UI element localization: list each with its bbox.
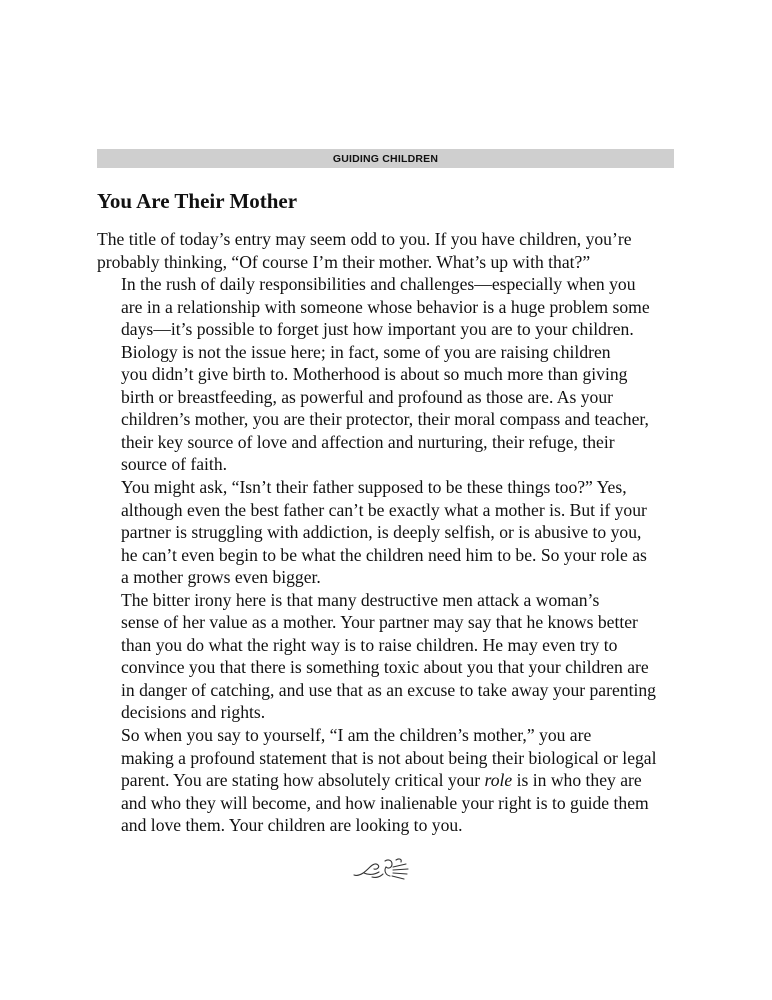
- text-line: making a profound statement that is not about being their biological or legal: [121, 747, 657, 768]
- text-line: birth or breastfeeding, as powerful and profound as those are. As your: [121, 386, 613, 407]
- text-line: and who they will become, and how inalienable your right is to guide them: [121, 792, 649, 813]
- text-line: and love them. Your children are looking to you.: [121, 815, 463, 836]
- text-segment: parent. You are stating how absolutely critical your: [121, 770, 485, 791]
- paragraph-5: [97, 589, 681, 724]
- text-line: children’s mother, you are their protector, their moral compass and teacher,: [121, 409, 649, 430]
- flourish-ornament-icon: [352, 855, 418, 881]
- text-line: The title of today’s entry may seem odd to you. If you have children, you’re: [97, 229, 632, 249]
- text-line: are in a relationship with someone whose behavior is a huge problem some: [121, 296, 650, 317]
- text-line: In the rush of daily responsibilities and challenges—especially when you: [121, 274, 636, 295]
- emphasized-word: role: [484, 770, 513, 791]
- running-header-band: [97, 149, 674, 168]
- paragraph-1: [97, 228, 681, 273]
- text-line: Biology is not the issue here; in fact, some of you are raising children: [121, 341, 611, 362]
- text-line: days—it’s possible to forget just how important you are to your children.: [121, 319, 634, 340]
- text-line: The bitter irony here is that many destructive men attack a woman’s: [121, 589, 600, 610]
- text-line: their key source of love and affection and nurturing, their refuge, their: [121, 431, 615, 452]
- body-text: [97, 228, 681, 837]
- text-line-with-emphasis: [97, 769, 681, 792]
- entry-title: You Are Their Mother: [97, 189, 298, 213]
- paragraph-2: [97, 273, 681, 341]
- text-line: in danger of catching, and use that as an excuse to take away your parenting: [121, 679, 656, 700]
- text-line: So when you say to yourself, “I am the children’s mother,” you are: [121, 725, 592, 746]
- text-line: You might ask, “Isn’t their father supposed to be these things too?” Yes,: [121, 477, 627, 498]
- text-line: source of faith.: [121, 454, 228, 475]
- paragraph-3: [97, 341, 681, 476]
- paragraph-6: [97, 724, 681, 837]
- text-line: sense of her value as a mother. Your partner may say that he knows better: [121, 612, 638, 633]
- running-header: GUIDING CHILDREN: [332, 152, 439, 165]
- text-line: partner is struggling with addiction, is deeply selfish, or is abusive to you,: [121, 522, 642, 543]
- text-line: probably thinking, “Of course I’m their mother. What’s up with that?”: [97, 251, 591, 272]
- text-line: convince you that there is something toxic about you that your children are: [121, 657, 649, 678]
- text-line: although even the best father can’t be exactly what a mother is. But if your: [121, 499, 647, 520]
- text-segment: is in who they are: [512, 770, 642, 791]
- text-line: decisions and rights.: [121, 702, 266, 723]
- paragraph-4: [97, 476, 681, 589]
- text-line: you didn’t give birth to. Motherhood is about so much more than giving: [121, 364, 628, 385]
- text-line: he can’t even begin to be what the children need him to be. So your role as: [121, 544, 647, 565]
- text-line: than you do what the right way is to raise children. He may even try to: [121, 634, 618, 655]
- text-line: a mother grows even bigger.: [121, 567, 321, 588]
